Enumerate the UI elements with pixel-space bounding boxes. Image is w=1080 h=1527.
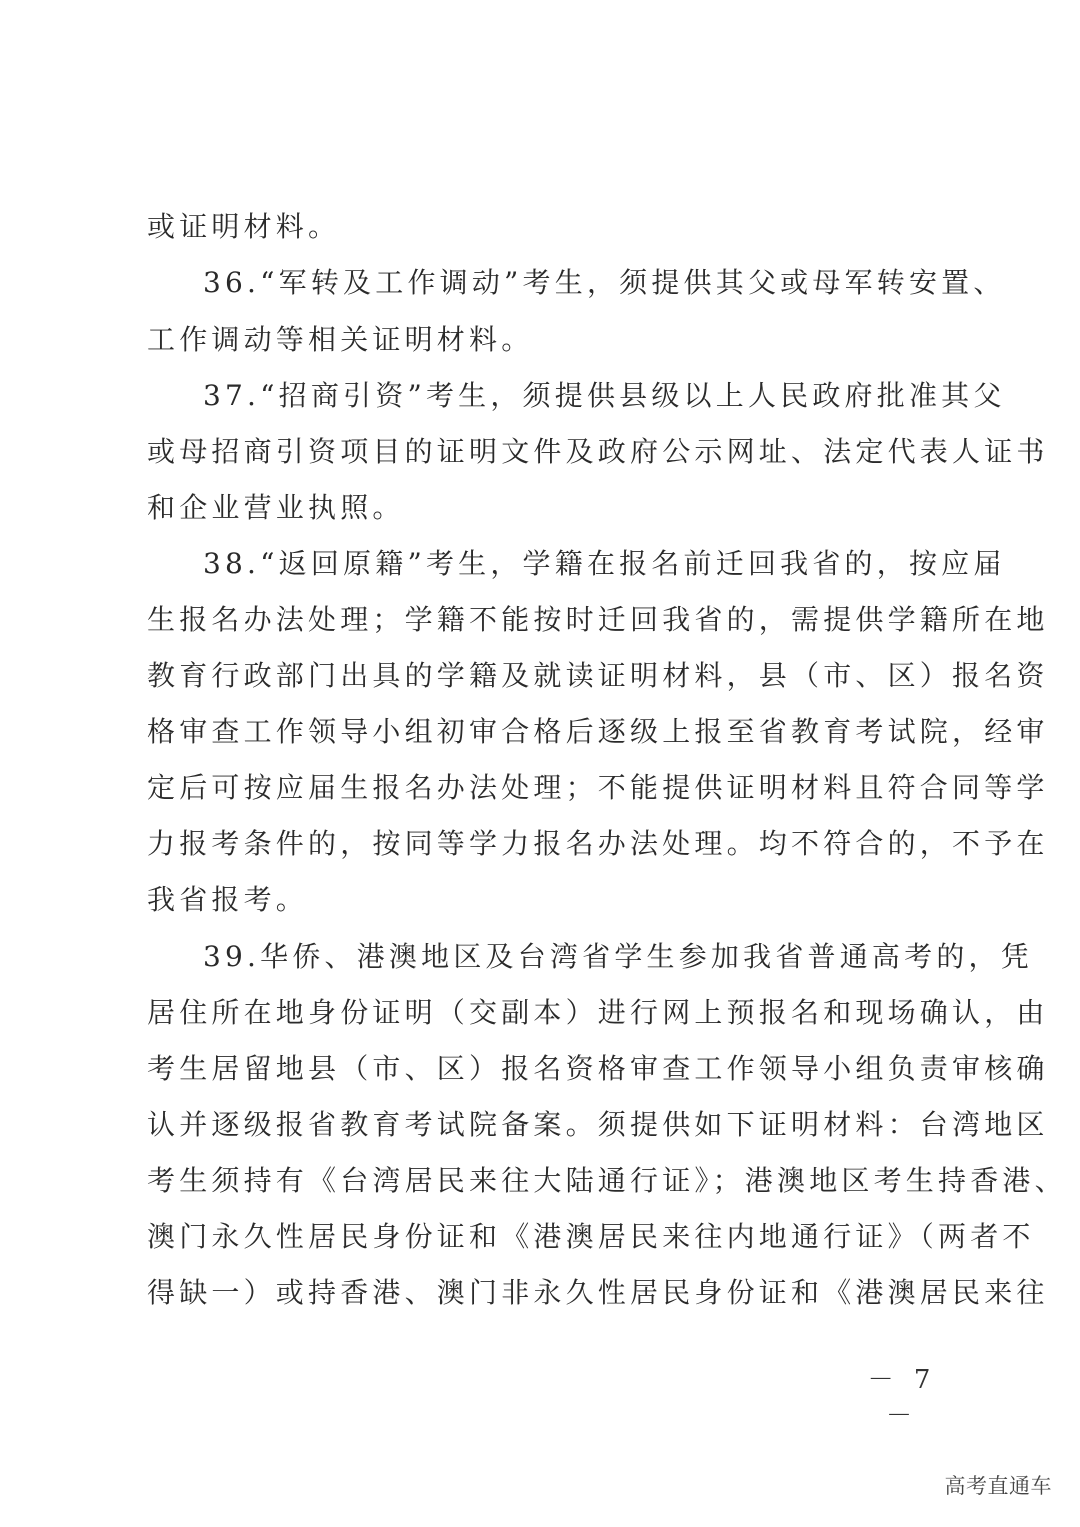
body-text-line: 格审查工作领导小组初审合格后逐级上报至省教育考试院，经审 [147, 715, 1049, 748]
body-text-line: 认并逐级报省教育考试院备案。须提供如下证明材料：台湾地区 [147, 1108, 1049, 1141]
body-text-line: 得缺一）或持香港、澳门非永久性居民身份证和《港澳居民来往 [147, 1276, 1049, 1309]
body-text-line: 力报考条件的，按同等学力报名办法处理。均不符合的，不予在 [147, 827, 1049, 860]
body-text-line: 教育行政部门出具的学籍及就读证明材料，县（市、区）报名资 [147, 659, 1049, 692]
body-text-line: 定后可按应届生报名办法处理；不能提供证明材料且符合同等学 [147, 771, 1049, 804]
body-text-line: 考生须持有《台湾居民来往大陆通行证》；港澳地区考生持香港、 [147, 1164, 1067, 1197]
page-number: － 7 － [867, 1365, 937, 1431]
body-text-line: 考生居留地县（市、区）报名资格审查工作领导小组负责审核确 [147, 1052, 1049, 1085]
body-text-line: 和企业营业执照。 [147, 491, 405, 524]
body-text-line: 生报名办法处理；学籍不能按时迁回我省的，需提供学籍所在地 [147, 603, 1049, 636]
body-text-line: 工作调动等相关证明材料。 [147, 323, 534, 356]
body-text-line: 或证明材料。 [147, 210, 341, 243]
source-watermark: 高考直通车 [944, 1474, 1052, 1498]
body-text-line: 或母招商引资项目的证明文件及政府公示网址、法定代表人证书 [147, 435, 1049, 468]
item-37-first-line: 37.“招商引资”考生，须提供县级以上人民政府批准其父 [203, 379, 1006, 412]
item-39-first-line: 39.华侨、港澳地区及台湾省学生参加我省普通高考的，凭 [203, 940, 1033, 973]
item-36-first-line: 36.“军转及工作调动”考生，须提供其父或母军转安置、 [203, 266, 1006, 299]
body-text-line: 居住所在地身份证明（交副本）进行网上预报名和现场确认，由 [147, 996, 1049, 1029]
body-text-line: 澳门永久性居民身份证和《港澳居民来往内地通行证》（两者不 [147, 1220, 1035, 1253]
item-38-first-line: 38.“返回原籍”考生，学籍在报名前迁回我省的，按应届 [203, 547, 1006, 580]
body-text-line: 我省报考。 [147, 883, 309, 916]
